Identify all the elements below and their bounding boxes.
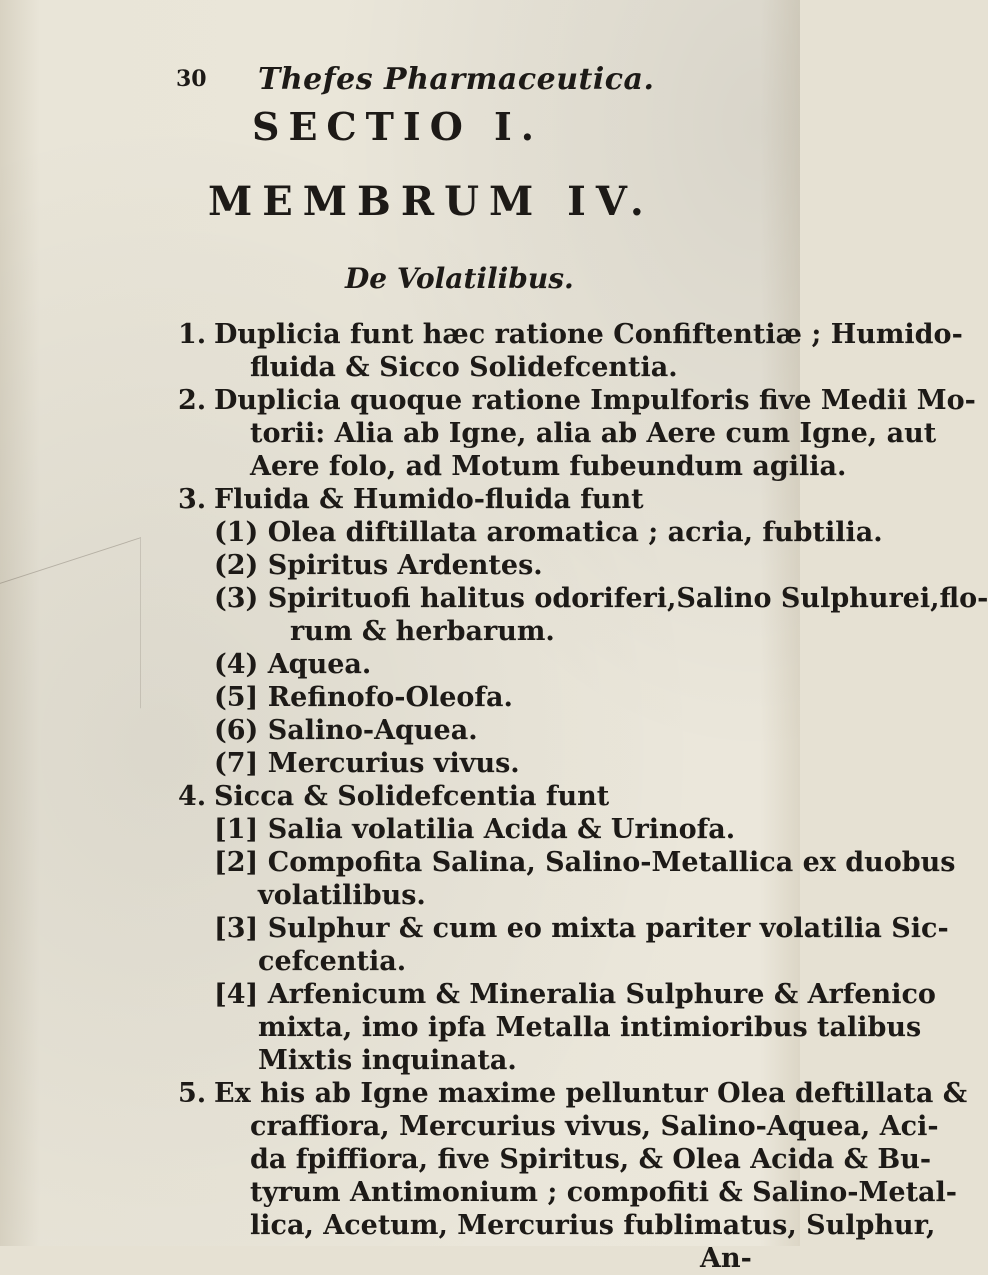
sub-item: (1) Olea diftillata aromatica ; acria, fubtilia. — [214, 517, 883, 548]
sub-item: (7] Mercurius vivus. — [214, 748, 520, 779]
text-line: lica, Acetum, Mercurius fublimatus, Sulphur, — [250, 1210, 936, 1241]
item-number: 1. — [178, 319, 207, 350]
section-title: SECTIO I. — [252, 104, 544, 149]
item-number: 2. — [178, 385, 207, 416]
sub-item: [2] Compofita Salina, Salino-Metallica ex duobus — [214, 847, 956, 878]
sub-item: (3) Spirituofi halitus odoriferi,Salino Sulphurei,flo- — [214, 583, 988, 614]
page-number: 30 — [176, 66, 207, 92]
page-fold-crease — [0, 537, 141, 754]
text-line: fluida & Sicco Solidefcentia. — [250, 352, 678, 383]
text-line: Ex his ab Igne maxime pelluntur Olea deftillata & — [214, 1078, 968, 1109]
item-number: 4. — [178, 781, 207, 812]
sub-item-continuation: volatilibus. — [258, 880, 426, 911]
sub-item-continuation: rum & herbarum. — [290, 616, 555, 647]
membrum-title: MEMBRUM IV. — [208, 178, 654, 225]
item-number: 5. — [178, 1078, 207, 1109]
running-head: Thefes Pharmaceutica. — [258, 62, 655, 97]
sub-item: (5] Refinofo-Oleofa. — [214, 682, 513, 713]
sub-item-continuation: cefcentia. — [258, 946, 407, 977]
page-header — [0, 62, 800, 102]
sub-item: [1] Salia volatilia Acida & Urinofa. — [214, 814, 736, 845]
item-number: 3. — [178, 484, 207, 515]
text-line: Duplicia quoque ratione Impulforis five Medii Mo- — [214, 385, 976, 416]
text-line: Fluida & Humido-fluida funt — [214, 484, 644, 515]
sub-item-continuation: mixta, imo ipfa Metalla intimioribus talibus — [258, 1012, 922, 1043]
text-line: craffiora, Mercurius vivus, Salino-Aquea, Aci- — [250, 1111, 939, 1142]
subtitle: De Volatilibus. — [345, 262, 574, 295]
text-line: Aere folo, ad Motum fubeundum agilia. — [250, 451, 847, 482]
catchword: An- — [700, 1243, 752, 1274]
sub-item: (2) Spiritus Ardentes. — [214, 550, 543, 581]
text-line: Sicca & Solidefcentia funt — [214, 781, 610, 812]
sub-item-continuation: Mixtis inquinata. — [258, 1045, 517, 1076]
sub-item: (6) Salino-Aquea. — [214, 715, 478, 746]
text-line: Duplicia funt hæc ratione Confiftentiæ ; Humido- — [214, 319, 963, 350]
text-line: torii: Alia ab Igne, alia ab Aere cum Igne, aut — [250, 418, 937, 449]
sub-item: (4) Aquea. — [214, 649, 372, 680]
sub-item: [4] Arfenicum & Mineralia Sulphure & Arfenico — [214, 979, 936, 1010]
text-line: tyrum Antimonium ; compofiti & Salino-Metal- — [250, 1177, 958, 1208]
text-line: da fpiffiora, five Spiritus, & Olea Acida & Bu- — [250, 1144, 932, 1175]
sub-item: [3] Sulphur & cum eo mixta pariter volatilia Sic- — [214, 913, 949, 944]
